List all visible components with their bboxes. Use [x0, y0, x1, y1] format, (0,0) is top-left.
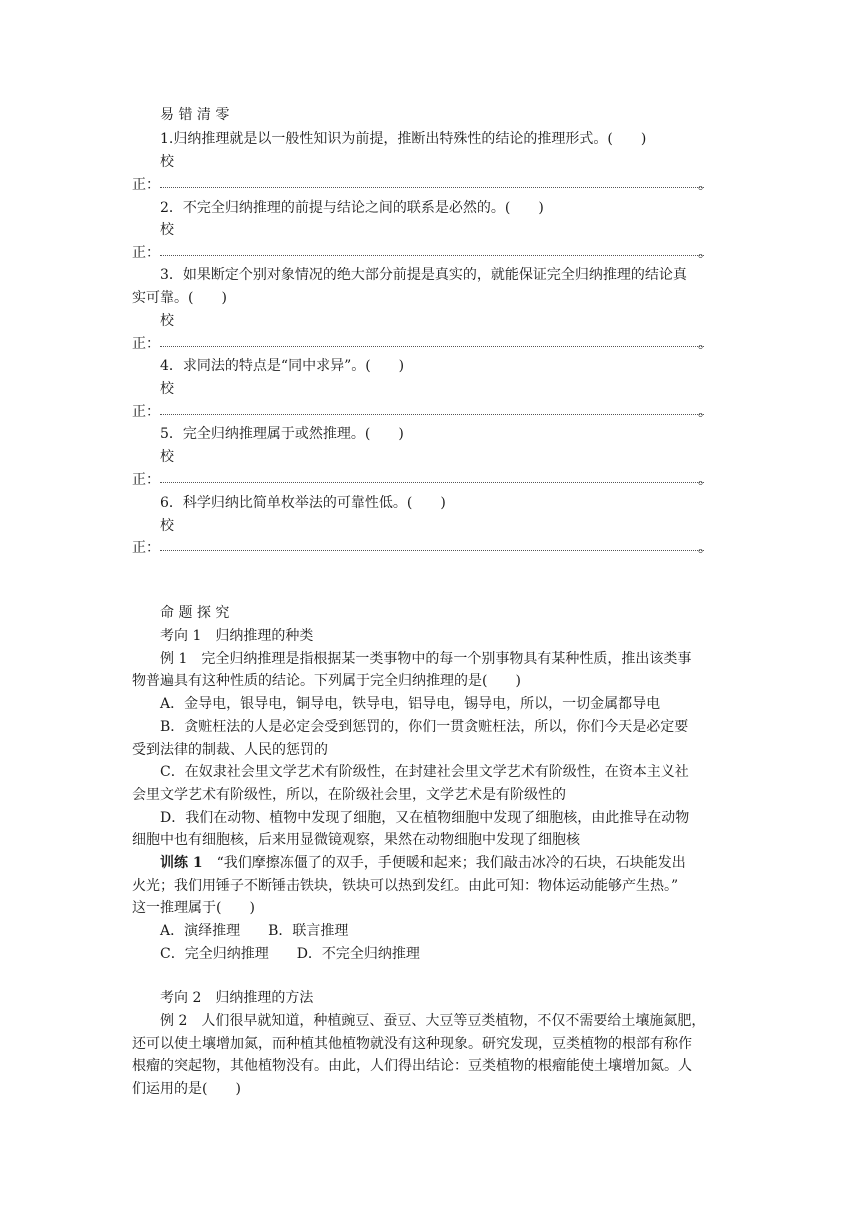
zheng-label: 正： [132, 404, 160, 420]
example-1-option-c-line2: 会里文学艺术有阶级性，所以，在阶级社会里，文学艺术是有阶级性的 [132, 787, 566, 803]
jiao-label: 校 [160, 449, 174, 465]
question-5: 5．完全归纳推理属于或然推理。( ) [160, 426, 404, 442]
example-1-option-b-line2: 受到法律的制裁、人民的惩罚的 [132, 742, 328, 758]
kaoxiang-1-heading: 考向 1 归纳推理的种类 [160, 628, 314, 644]
example-1-option-b-line1: B．贪赃枉法的人是必定会受到惩罚的，你们一贯贪赃枉法，所以，你们今天是必定要 [160, 719, 689, 735]
zheng-label: 正： [132, 472, 160, 488]
zheng-label: 正： [132, 336, 160, 352]
correction-line-4[interactable]: 正： 。 [132, 404, 712, 420]
example-1-option-c-line1: C．在奴隶社会里文学艺术有阶级性，在封建社会里文学艺术有阶级性，在资本主义社 [160, 764, 689, 780]
training-1-line3: 这一推理属于( ) [132, 900, 255, 916]
training-1-label: 训练 1 [160, 855, 203, 871]
example-1-option-d-line1: D．我们在动物、植物中发现了细胞，又在植物细胞中发现了细胞核，由此推导在动物 [160, 810, 690, 826]
correction-line-5[interactable]: 正： 。 [132, 472, 712, 488]
training-1-line2: 火光；我们用锤子不断锤击铁块，铁块可以热到发红。由此可知：物体运动能够产生热。” [132, 878, 679, 894]
jiao-label: 校 [160, 222, 174, 238]
zheng-label: 正： [132, 245, 160, 261]
zheng-label: 正： [132, 177, 160, 193]
correction-line-3[interactable]: 正： 。 [132, 336, 712, 352]
question-1: 1.归纳推理就是以一般性知识为前提，推断出特殊性的结论的推理形式。( ) [160, 131, 647, 147]
question-3-line1: 3．如果断定个别对象情况的绝大部分前提是真实的，就能保证完全归纳推理的结论真 [160, 267, 687, 283]
training-1-options-ab: A．演绎推理 B．联言推理 [160, 923, 349, 939]
example-1-line1: 例 1 完全归纳推理是指根据某一类事物中的每一个别事物具有某种性质，推出该类事 [160, 651, 692, 667]
question-6: 6．科学归纳比简单枚举法的可靠性低。( ) [160, 495, 446, 511]
question-2: 2．不完全归纳推理的前提与结论之间的联系是必然的。( ) [160, 200, 544, 216]
correction-line-2[interactable]: 正： 。 [132, 245, 712, 261]
question-4: 4．求同法的特点是“同中求异”。( ) [160, 358, 405, 374]
example-1-line2: 物普遍具有这种性质的结论。下列属于完全归纳推理的是( ) [132, 673, 521, 689]
section-title-mingti: 命 题 探 究 [160, 605, 230, 621]
jiao-label: 校 [160, 154, 174, 170]
section-title-yicuo: 易 错 清 零 [160, 107, 230, 123]
example-2-line4: 们运用的是( ) [132, 1081, 241, 1097]
example-2-line3: 根瘤的突起物，其他植物没有。由此，人们得出结论：豆类植物的根瘤能使土壤增加氮。人 [132, 1058, 692, 1074]
example-2-line2: 还可以使土壤增加氮，而种植其他植物就没有这种现象。研究发现，豆类植物的根部有称作 [132, 1036, 692, 1052]
zheng-label: 正： [132, 540, 160, 556]
jiao-label: 校 [160, 313, 174, 329]
correction-line-6[interactable]: 正： 。 [132, 540, 712, 556]
question-3-line2: 实可靠。( ) [132, 290, 227, 306]
example-1-option-a: A．金导电，银导电，铜导电，铁导电，铝导电，锡导电，所以，一切金属都导电 [160, 696, 661, 712]
correction-line-1[interactable]: 正： 。 [132, 177, 712, 193]
jiao-label: 校 [160, 518, 174, 534]
training-1-options-cd: C．完全归纳推理 D．不完全归纳推理 [160, 946, 420, 962]
training-1-line1: 训练 1 “我们摩擦冻僵了的双手，手便暖和起来；我们敲击冰冷的石块，石块能发出 [160, 855, 686, 871]
example-2-line1: 例 2 人们很早就知道，种植豌豆、蚕豆、大豆等豆类植物，不仅不需要给土壤施氮肥， [160, 1013, 706, 1029]
kaoxiang-2-heading: 考向 2 归纳推理的方法 [160, 990, 314, 1006]
jiao-label: 校 [160, 381, 174, 397]
example-1-option-d-line2: 细胞中也有细胞核，后来用显微镜观察，果然在动物细胞中发现了细胞核 [132, 832, 580, 848]
